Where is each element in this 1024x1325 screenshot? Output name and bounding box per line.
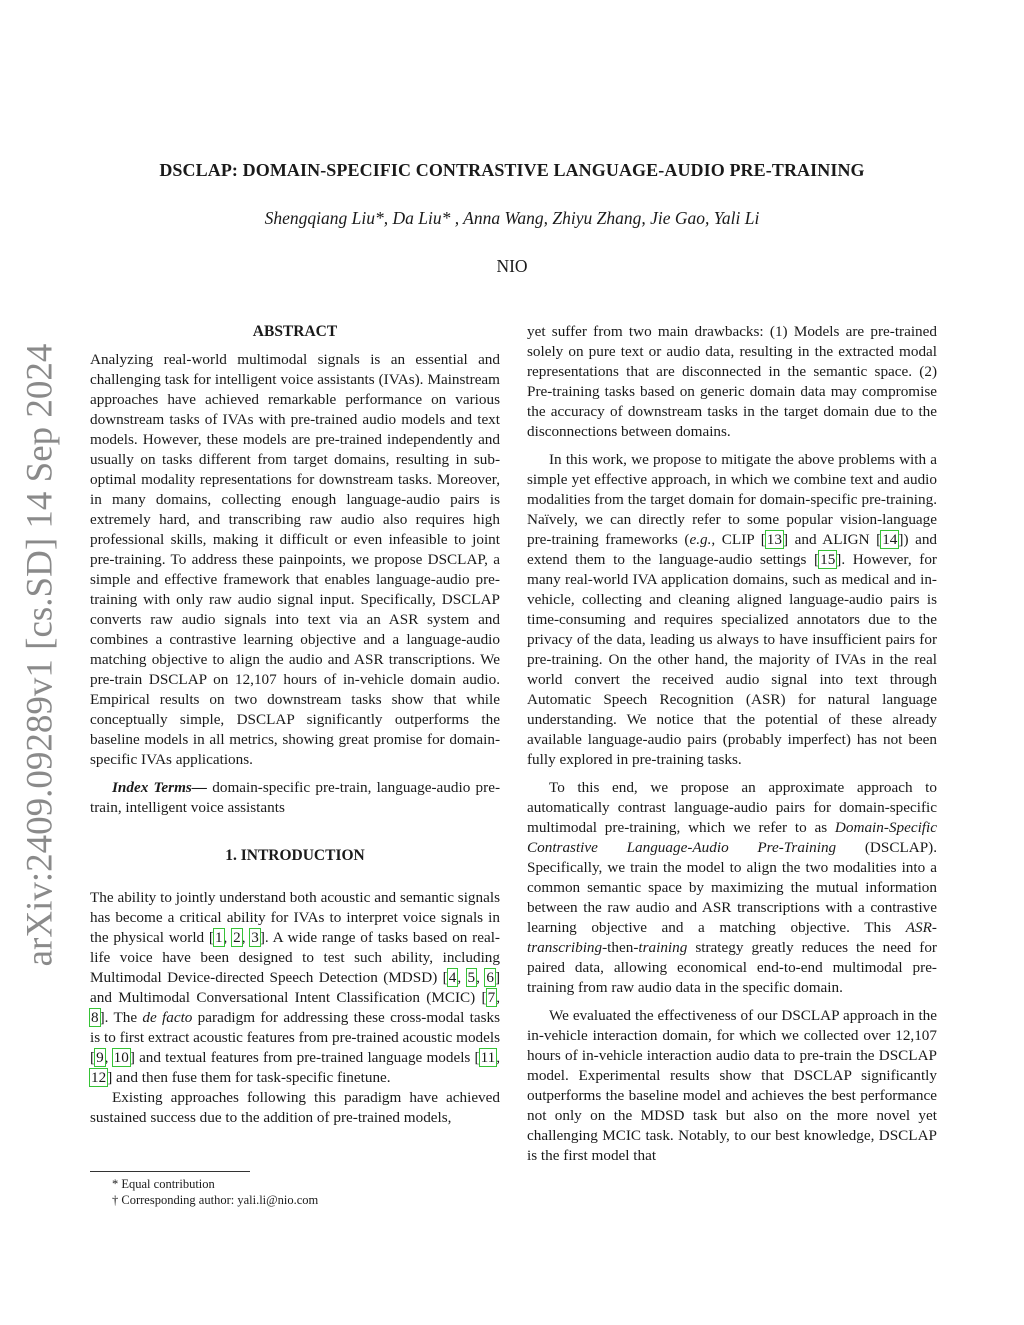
citation-link[interactable]: 1 bbox=[214, 929, 223, 946]
right-paragraph-1: yet suffer from two main drawbacks: (1) Models are pre-trained solely on pure text or audio data, resulting in the extracted modal representations that are disconnected in the semantic space. (2) Pre-training tasks based on generic domain data may compromise the accuracy of downstream tasks in the target domain due to the disconnections between domains. bbox=[527, 323, 937, 440]
citation-link[interactable]: 5 bbox=[467, 969, 476, 986]
intro-paragraph-1: The ability to jointly understand both acoustic and semantic signals has become a critical ability for IVAs to interpret voice signals in the physical world [1, 2, 3]. A wide range of tasks based on real-life voice have been designed to test such ability, including Multimodal Device-directed Speech Detection (MDSD) [4, 5, 6] and Multimodal Conversational Intent Classification (MCIC) [7, 8]. The de facto paradigm for addressing these cross-modal tasks is to first extract acoustic features from pre-trained acoustic models [9, 10] and textual features from pre-trained language models [11, 12] and then fuse them for task-specific finetune. bbox=[90, 889, 501, 1086]
footnote-corresponding-author: † Corresponding author: yali.li@nio.com bbox=[112, 1193, 319, 1207]
arxiv-sidebar bbox=[10, 343, 70, 967]
paper-title: DSCLAP: DOMAIN-SPECIFIC CONTRASTIVE LANGUAGE-AUDIO PRE-TRAINING bbox=[159, 160, 865, 180]
right-paragraph-2: In this work, we propose to mitigate the above problems with a simple yet effective approach, in which we combine text and audio modalities from the target domain for domain-specific pre-training. Naïvely, we can directly refer to some popular vision-language pre-training frameworks (e.g., CLIP [13] and ALIGN [14]) and extend them to the language-audio settings [15]. However, for many real-world IVA application domains, such as medical and in-vehicle, collecting and cleaning aligned language-audio pairs is time-consuming and requires specialized annotators due to the privacy of the data, leading us always to have insufficient pairs for pre-training. On the other hand, the majority of IVAs in the real world convert the received audio signal into text through Automatic Speech Recognition (ASR) for natural language understanding. We notice that the potential of these already available language-audio pairs (probably imperfect) has not been fully explored in pre-training tasks. bbox=[527, 451, 938, 768]
footnotes bbox=[90, 1171, 500, 1208]
intro-paragraph-2: Existing approaches following this paradigm have achieved sustained success due to the addition of pre-trained models, bbox=[90, 1089, 500, 1126]
intro-heading: 1. INTRODUCTION bbox=[225, 847, 365, 864]
citation-link[interactable]: 3 bbox=[251, 929, 259, 946]
right-paragraph-3: To this end, we propose an approximate approach to automatically contrast language-audio pairs for domain-specific multimodal pre-training, which we refer to as Domain-Specific Contrastive Language-Audio Pre-Training (DSCLAP). Specifically, we train the model to align the two modalities into a common semantic space by maximizing the mutual information between the raw audio and ASR transcriptions with a contrastive learning objective and a matching objective. This ASR-transcribing-then-training strategy greatly reduces the need for paired data, allowing economical end-to-end multimodal pre-training from raw audio data in the specific domain. bbox=[527, 779, 937, 996]
citation-link[interactable]: 10 bbox=[113, 1049, 129, 1066]
citation-link[interactable]: 6 bbox=[486, 969, 494, 986]
arxiv-identifier: arXiv:2409.09289v1 [cs.SD] 14 Sep 2024 bbox=[19, 343, 61, 967]
abstract-text: Analyzing real-world multimodal signals is an essential and challenging task for intelligent voice assistants (IVAs). Mainstream approaches have achieved remarkable performance on various downstream tasks of IVAs with pre-trained audio models and text models. However, these models are pre-trained independently and usually on tasks different from target domains, resulting in sub-optimal modality representations for downstream tasks. Moreover, in many domains, collecting enough language-audio pairs is extremely hard, and transcribing raw audio also requires high professional skills, making it difficult or even infeasible to joint pre-training. To address these painpoints, we propose DSCLAP, a simple and effective framework that enables language-audio pre-training with only raw audio signal input. Specifically, DSCLAP converts raw audio signals into text via an ASR system and combines a contrastive learning objective and a language-audio matching objective to align the audio and ASR transcriptions. We pre-train DSCLAP on 12,107 hours of in-vehicle domain audio. Empirical results on two downstream tasks show that while conceptually simple, DSCLAP significantly outperforms the baseline models in all metrics, showing great promise for domain-specific IVAs applications. bbox=[90, 351, 500, 768]
author-list: Shengqiang Liu*, Da Liu* , Anna Wang, Zhiyu Zhang, Jie Gao, Yali Li bbox=[264, 208, 760, 228]
footnote-rule bbox=[90, 1171, 250, 1172]
index-terms-text: domain-specific pre-train, language-audio pre-train, intelligent voice assistants bbox=[90, 779, 501, 816]
citation-link[interactable]: 8 bbox=[91, 1009, 99, 1026]
citation-link[interactable]: 12 bbox=[91, 1069, 107, 1086]
citation-link[interactable]: 7 bbox=[487, 989, 496, 1006]
right-column bbox=[527, 322, 937, 1166]
index-terms-label: Index Terms— bbox=[112, 779, 207, 796]
affiliation: NIO bbox=[496, 256, 528, 276]
left-column bbox=[90, 322, 500, 1128]
index-terms bbox=[90, 778, 500, 818]
footnote-equal-contribution: * Equal contribution bbox=[112, 1177, 215, 1191]
citation-link[interactable]: 11 bbox=[480, 1049, 496, 1066]
citation-link[interactable]: 2 bbox=[233, 929, 241, 946]
citation-link[interactable]: 15 bbox=[820, 551, 836, 568]
citation-link[interactable]: 4 bbox=[448, 969, 457, 986]
citation-link[interactable]: 14 bbox=[882, 531, 898, 548]
right-paragraph-4: We evaluated the effectiveness of our DSCLAP approach in the in-vehicle interaction domain, for which we collected over 12,107 hours of in-vehicle interaction audio data to pre-train the DSCLAP model. Experimental results show that DSCLAP significantly outperforms the baseline model and achieves the best performance not only on the MDSD task but also on the more novel yet challenging MCIC task. Notably, to our best knowledge, DSCLAP is the first model that bbox=[527, 1007, 937, 1164]
citation-link[interactable]: 9 bbox=[96, 1049, 104, 1066]
abstract-heading: ABSTRACT bbox=[252, 323, 338, 340]
citation-link[interactable]: 13 bbox=[766, 531, 782, 548]
